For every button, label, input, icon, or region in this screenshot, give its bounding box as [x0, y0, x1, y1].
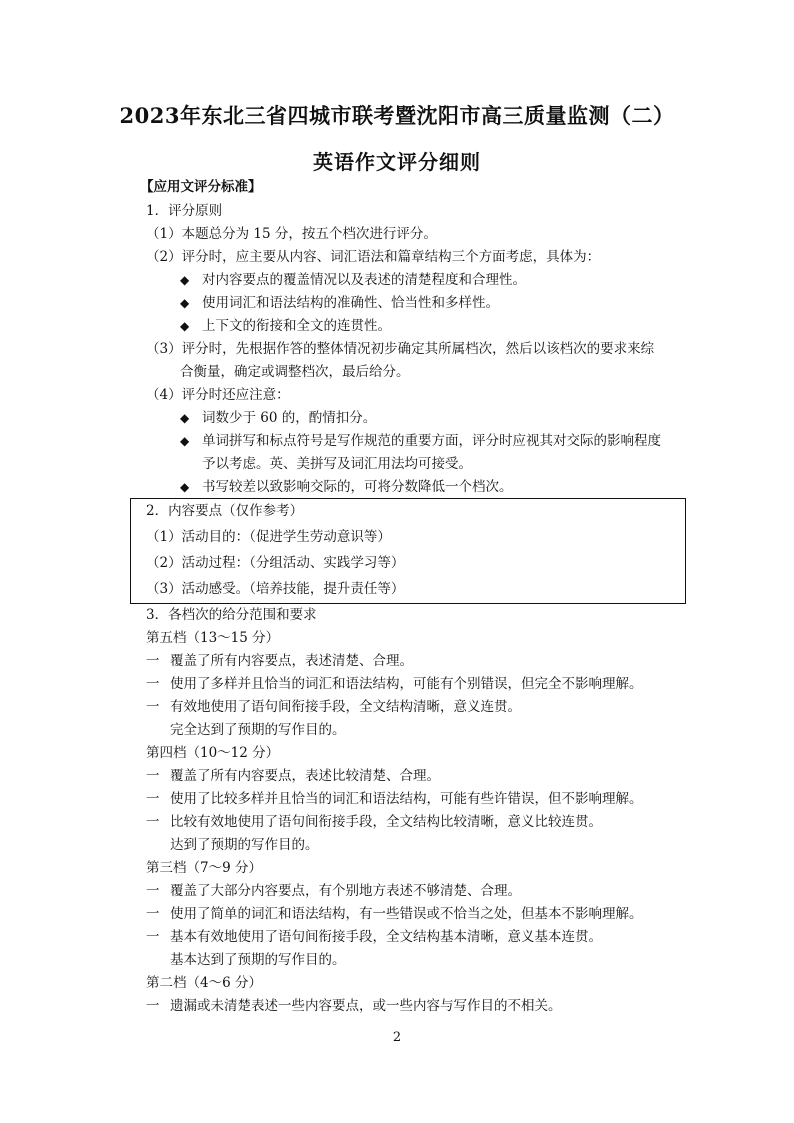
content-point: （1）活动目的：（促进学生劳动意识等）	[146, 529, 391, 545]
level-criterion: 一 使用了简单的词汇和语法结构，有一些错误或不恰当之处，但基本不影响理解。	[146, 906, 643, 922]
level-label: 第三档（7～9 分）	[146, 860, 262, 876]
section-heading: 【应用文评分标准】	[140, 179, 262, 195]
paragraph-continuation: 合衡量，确定或调整档次，最后给分。	[180, 364, 410, 380]
subsection-title: 2．内容要点（仅作参考）	[146, 503, 304, 519]
level-label: 第四档（10～12 分）	[146, 745, 280, 761]
level-note: 达到了预期的写作目的。	[170, 837, 319, 853]
bullet-item: ◆ 单词拼写和标点符号是写作规范的重要方面，评分时应视其对交际的影响程度	[180, 433, 661, 449]
bullet-item: ◆ 使用词汇和语法结构的准确性、恰当性和多样性。	[180, 295, 499, 311]
document-subtitle: 英语作文评分细则	[313, 150, 481, 174]
level-criterion: 一 基本有效地使用了语句间衔接手段，全文结构基本清晰，意义基本连贯。	[146, 929, 602, 945]
level-criterion: 一 遗漏或未清楚表述一些内容要点，或一些内容与写作目的不相关。	[146, 998, 562, 1014]
diamond-bullet-icon: ◆	[180, 296, 190, 310]
level-label: 第五档（13～15 分）	[146, 630, 280, 646]
level-note: 完全达到了预期的写作目的。	[170, 722, 346, 738]
level-label: 第二档（4～6 分）	[146, 975, 262, 991]
bullet-item: ◆ 上下文的衔接和全文的连贯性。	[180, 318, 391, 334]
level-criterion: 一 比较有效地使用了语句间衔接手段，全文结构比较清晰，意义比较连贯。	[146, 814, 602, 830]
bullet-item: ◆ 词数少于 60 的，酌情扣分。	[180, 410, 377, 426]
bullet-item: ◆ 书写较差以致影响交际的，可将分数降低一个档次。	[180, 479, 513, 495]
diamond-bullet-icon: ◆	[180, 319, 190, 333]
paragraph: （2）评分时，应主要从内容、词汇语法和篇章结构三个方面考虑，具体为：	[146, 249, 601, 265]
paragraph: （4）评分时还应注意：	[146, 387, 290, 403]
diamond-bullet-icon: ◆	[180, 434, 190, 448]
paragraph: （3）评分时，先根据作答的整体情况初步确定其所属档次，然后以该档次的要求来综	[146, 341, 655, 357]
paragraph: （1）本题总分为 15 分，按五个档次进行评分。	[146, 226, 437, 242]
level-criterion: 一 有效地使用了语句间衔接手段，全文结构清晰，意义连贯。	[146, 699, 521, 715]
diamond-bullet-icon: ◆	[180, 273, 190, 287]
subsection-title: 1．评分原则	[146, 203, 223, 219]
content-point: （3）活动感受。（培养技能，提升责任等）	[146, 581, 405, 597]
diamond-bullet-icon: ◆	[180, 480, 190, 494]
level-criterion: 一 覆盖了所有内容要点，表述比较清楚、合理。	[146, 768, 440, 784]
document-title: 2023年东北三省四城市联考暨沈阳市高三质量监测（二）	[119, 103, 675, 128]
level-criterion: 一 覆盖了大部分内容要点，有个别地方表述不够清楚、合理。	[146, 883, 521, 899]
subsection-title: 3．各档次的给分范围和要求	[146, 607, 317, 623]
level-note: 基本达到了预期的写作目的。	[170, 952, 346, 968]
level-criterion: 一 使用了比较多样并且恰当的词汇和语法结构，可能有些许错误，但不影响理解。	[146, 791, 643, 807]
content-point: （2）活动过程：（分组活动、实践学习等）	[146, 555, 405, 571]
page-number: 2	[392, 1030, 402, 1045]
bullet-item: ◆ 对内容要点的覆盖情况以及表述的清楚程度和合理性。	[180, 272, 526, 288]
diamond-bullet-icon: ◆	[180, 411, 190, 425]
bullet-continuation: 予以考虑。英、美拼写及词汇用法均可接受。	[202, 456, 472, 472]
level-criterion: 一 覆盖了所有内容要点，表述清楚、合理。	[146, 653, 413, 669]
level-criterion: 一 使用了多样并且恰当的词汇和语法结构，可能有个别错误，但完全不影响理解。	[146, 676, 643, 692]
